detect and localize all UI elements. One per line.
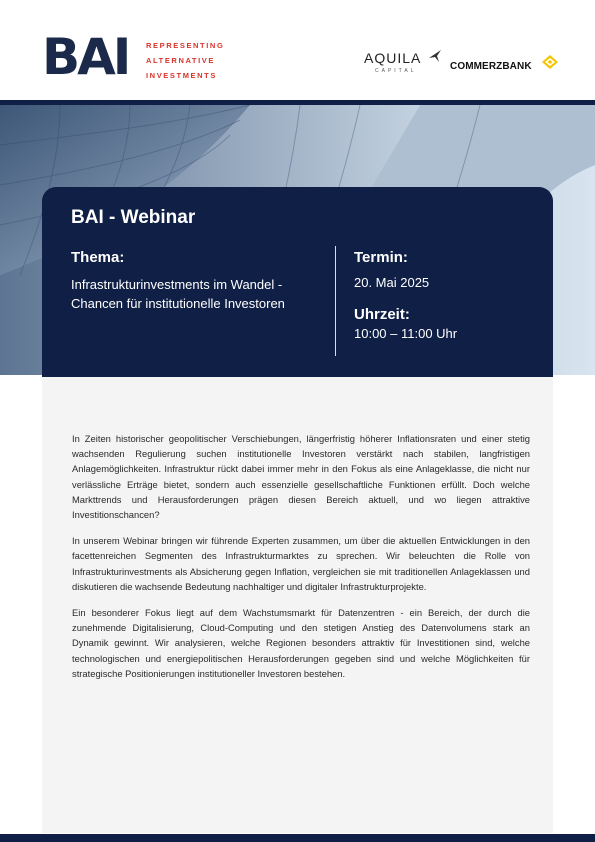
thema-section xyxy=(71,249,331,313)
footer-divider xyxy=(0,834,595,842)
description-paragraph: Ein besonderer Fokus liegt auf dem Wachstumsmarkt für Datenzentren - ein Bereich, der durch die zunehmende Digitalisierung, Cloud-Computing und den stetigen Anstieg des Datenvolumens stark an Dynamik gewinnt. Wir analysieren, welche Regionen besonders attraktiv für Investitionen sind, welche technologischen und energiepolitischen Herausforderungen gegeben sind und welche Möglichkeiten für strategische Positionierungen institutioneller Investoren bestehen. xyxy=(72,607,530,679)
termin-value: 20. Mai 2025 xyxy=(354,275,430,290)
description-box xyxy=(42,377,553,833)
panel-title: BAI - Webinar xyxy=(71,207,196,228)
tagline-line: REPRESENTING xyxy=(146,41,225,50)
commerzbank-wordmark: COMMERZBANK xyxy=(450,61,532,72)
page-header xyxy=(0,0,595,100)
description-text xyxy=(72,431,530,692)
tagline-line: ALTERNATIVE xyxy=(146,56,215,65)
bai-logo-wordmark: BAI xyxy=(42,28,129,86)
aquila-wordmark: AQUILA xyxy=(364,50,422,66)
eagle-icon xyxy=(428,49,442,63)
tagline-line: INVESTMENTS xyxy=(146,71,217,80)
commerzbank-logo xyxy=(450,56,532,74)
uhrzeit-value: 10:00 – 11:00 Uhr xyxy=(354,326,458,341)
thema-text: Infrastrukturinvestments im Wandel - Chancen für institutionelle Investoren xyxy=(71,277,285,311)
description-paragraph: In unserem Webinar bringen wir führende Experten zusammen, um über die aktuellen Entwicklungen in den facettenreichen Segmenten des Infrastrukturmarktes zu sprechen. Wir beleuchten die Rolle von Infrastrukturinvestments als Absicherung gegen Inflation, vergleichen sie mit traditionellen Anlageklassen und diskutieren die wachsende Bedeutung nachhaltiger und digitaler Infrastrukturprojekte. xyxy=(72,535,530,592)
aquila-subline: CAPITAL xyxy=(375,68,417,74)
schedule-section xyxy=(354,249,539,341)
column-divider xyxy=(335,246,336,356)
webinar-info-panel xyxy=(42,187,553,377)
thema-label: Thema: xyxy=(71,249,125,266)
termin-label: Termin: xyxy=(354,249,408,266)
description-paragraph: In Zeiten historischer geopolitischer Verschiebungen, längerfristig höherer Inflationsraten und einer stetig wachsenden Regulierung suchen institutionelle Investoren verstärkt nach stabilen, langfristigen Anlagemöglichkeiten. Infrastruktur rückt dabei immer mehr in den Fokus als eine Anlageklasse, die nicht nur verlässliche Erträge bietet, sondern auch essenzielle gesellschaftliche Funktionen erfüllt. Doch welche Markttrends und Herausforderungen prägen diesen Bereich aktuell, und wo liegen attraktive Investitionschancen? xyxy=(72,433,530,521)
ribbon-icon xyxy=(542,55,558,69)
aquila-logo xyxy=(364,50,444,80)
uhrzeit-label: Uhrzeit: xyxy=(354,306,410,323)
bai-tagline xyxy=(146,38,266,83)
